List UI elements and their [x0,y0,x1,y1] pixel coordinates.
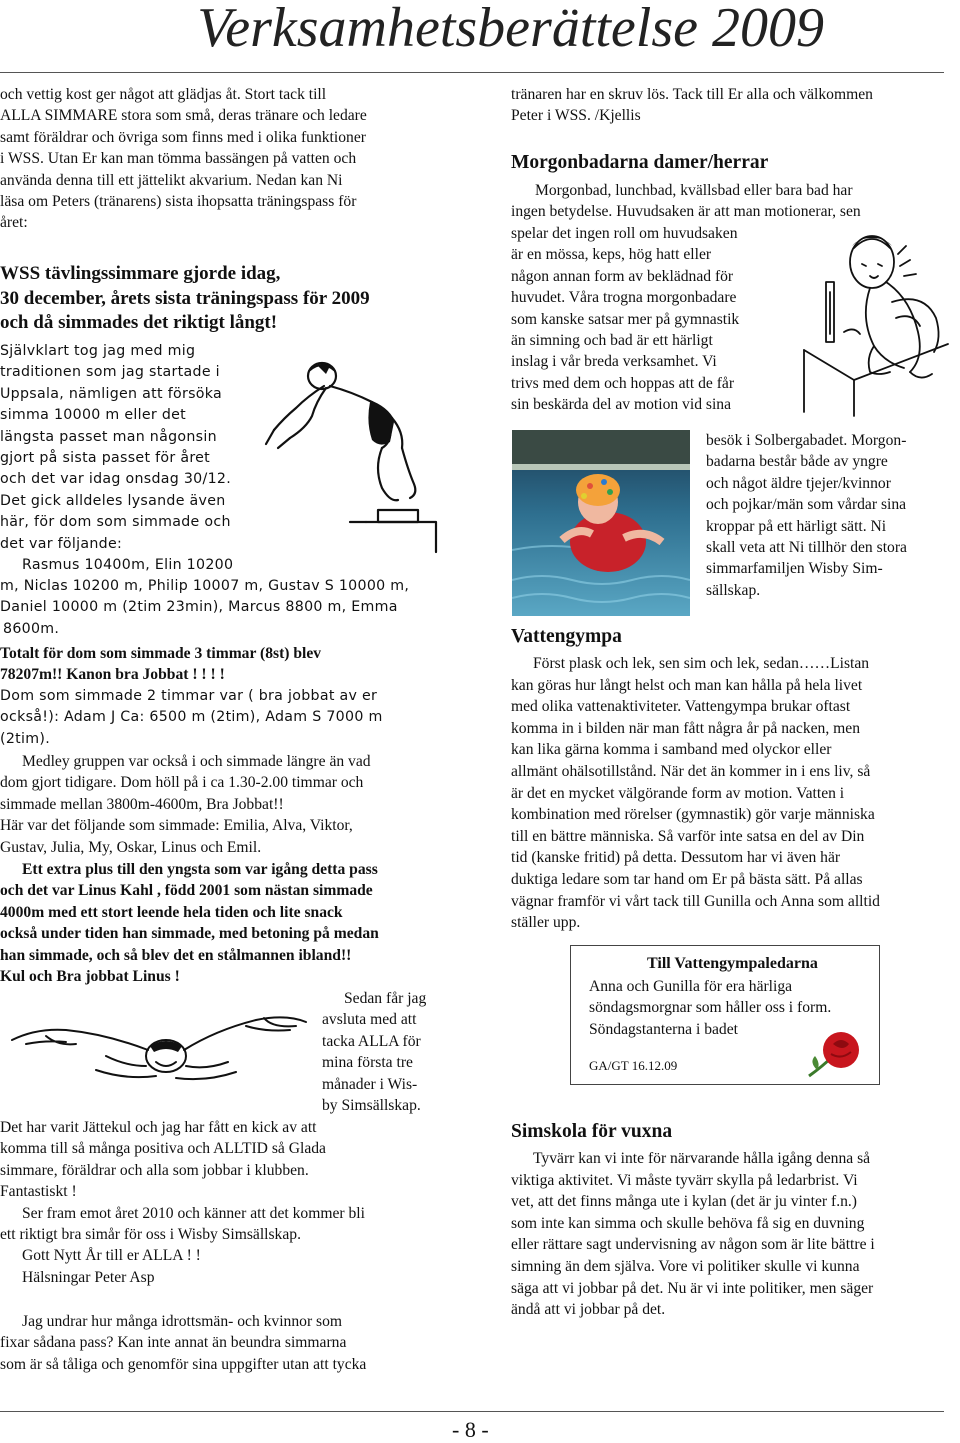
text-line: som är så tåliga och genomför sina uppgifter utan att tycka [0,1355,367,1373]
right-top-paragraph [511,84,957,127]
text-line: vägnar framför vi vårt tack till Gunilla och Anna som alltid [511,892,880,910]
text-line: ändå att vi jobbar på det. [511,1301,666,1319]
greeting-box-title: Till Vattengympaledarna [647,955,818,972]
footer-rule [0,1411,944,1412]
text-line: samt föräldrar och övriga som finns med i olika funktioner [0,128,366,146]
text-line: Här var det följande som simmade: Emilia, Alva, Viktor, [0,817,353,835]
text-line: simmarfamiljen Wisby Sim- [706,560,883,578]
text-line: Rasmus 10400m, Elin 10200 [22,557,234,573]
vatten-heading: Vattengympa [511,626,622,647]
text-line: avsluta med att [322,1011,417,1029]
text-line: gjort på sista passet för året [0,450,211,467]
text-line: trivs med dem och hoppas att de får [511,374,735,392]
text-line: också under tiden han simmade, med betoning på medan [0,925,379,943]
text-line: badarna består både av yngre [706,453,888,471]
text-line: kan göras hur långt helst och man kan hålla på hela livet [511,676,863,694]
text-line: ställer upp. [511,914,581,932]
text-line: någon annan form av beklädnad för [511,267,734,285]
text-line: simmade mellan 3800m-4600m, Bra Jobbat!! [0,795,284,813]
text-line: skall veta att Ni tillhör den stora [706,539,907,557]
text-line: Hälsningar Peter Asp [22,1268,155,1286]
text-line: Uppsala, nämligen att försöka [0,385,223,402]
text-line: Söndagstanterna i badet [589,1020,738,1038]
text-line: Dom som simmade 2 timmar var ( bra jobbat av er [0,688,378,704]
text-line: söndagsmorgnar som håller oss i form. [589,999,832,1017]
text-line: och pojkar/män som vårdar sina [706,496,907,514]
text-line: och det var Linus Kahl , född 2001 som nästan simmade [0,882,373,900]
text-line: året: [0,214,28,232]
text-line: här, för dom som simmade och [0,514,231,531]
morgon-paragraph-full [511,180,957,223]
text-line: huvudet. Våra trogna morgonbadare [511,289,737,307]
text-line: Totalt för dom som simmade 3 timmar (8st) blev [0,645,322,662]
text-line: Ett extra plus till den yngsta som var igång detta pass [22,861,378,878]
text-line: (2tim). [0,730,51,747]
text-line: simmare, föräldrar och alla som jobbar i klubben. [0,1161,309,1179]
text-line: Kul och Bra jobbat Linus ! [0,968,180,986]
morgon-paragraph-side [706,430,956,601]
text-line: Anna och Gunilla för era härliga [589,978,793,995]
report-headline [0,262,450,336]
text-line: fixar sådana pass? Kan inte annat än beundra simmarna [0,1334,347,1352]
simskola-heading: Simskola för vuxna [511,1121,673,1142]
text-line: Tyvärr kan vi inte för närvarande hålla igång denna så [533,1150,871,1167]
text-line: Det har varit Jättekul och jag har fått en kick av att [0,1119,317,1136]
text-line: komma till så många positiva och ALLTID så Glada [0,1140,326,1158]
text-line: längsta passet man någonsin [0,428,217,445]
text-line: spelar det ingen roll om huvudsaken [511,225,738,242]
text-line: i WSS. Utan Er kan man tömma bassängen på vatten och [0,150,357,168]
text-line: tränaren har en skruv lös. Tack till Er alla och välkommen [511,86,873,103]
diver-illustration [262,352,450,556]
text-line: inslag i vår breda verksamhet. Vi [511,353,717,371]
text-line: är en mössa, keps, hög hatt eller [511,246,712,264]
rose-icon [803,1026,867,1082]
text-line: ett riktigt bra simår för oss i Wisby Simsällskap. [0,1226,301,1244]
text-line: som inte kan simma och skulle behöva få sig en duvning [511,1214,865,1232]
text-line: med olika vattenaktiviteter. Vattengympa brukar oftast [511,698,851,716]
text-line: allmänt ohälsotillstånd. När det än kommer in i ens liv, så [511,762,871,780]
vatten-paragraph [511,653,957,934]
text-line: tid (kanske fritid) på detta. Dessutom har vi även här [511,849,841,867]
intro-paragraph [0,84,446,234]
page-number: - 8 - [452,1417,489,1442]
text-line: Först plask och lek, sen sim och lek, sedan……Listan [533,655,870,672]
text-line: Peter i WSS. /Kjellis [511,107,641,125]
text-line: dom gjort tidigare. Dom höll på i ca 1.30-2.00 timmar och [0,774,364,792]
text-line: traditionen som jag startade i [0,364,220,381]
text-line: ALLA SIMMARE stora som små, deras tränare och ledare [0,107,367,125]
tradition-paragraph [0,341,242,555]
extra-paragraph [0,859,446,987]
text-line: han simmade, och så blev det en stålmannen ibland!! [0,946,352,964]
text-line: 78207m!! Kanon bra Jobbat ! ! ! ! [0,666,225,684]
simskola-paragraph [511,1148,957,1321]
text-line: säga att vi jobbar på det. Nu är vi inte politiker, men säger [511,1279,874,1297]
text-line: och något äldre tjejer/kvinnor [706,474,891,492]
headline-line: WSS tävlingssimmare gjorde idag, [0,263,281,284]
text-line: ingen betydelse. Huvudsaken är att man motionerar, sen [511,203,861,221]
text-line: Medley gruppen var också i och simmade längre än vad [22,753,371,770]
results-line-indented [22,555,442,576]
total-paragraph [0,643,446,686]
text-line: m, Niclas 10200 m, Philip 10007 m, Gustav S 10000 m, [0,578,410,594]
sedan-paragraph [322,988,446,1116]
text-line: det var följande: [0,535,123,552]
text-line: kombination med rörelser (gymnastik) gör varje människa [511,806,875,824]
text-line: Gott Nytt År till er ALLA ! ! [22,1247,201,1265]
results-paragraph [0,576,446,640]
text-line: komma in i bilden när man fått några år på nacken, men [511,719,860,737]
text-line: Sedan får jag [344,990,427,1007]
greeting-box [570,945,880,1085]
text-line: använda denna till ett jättelikt akvarium. Nedan kan Ni [0,171,343,189]
page-title: Verksamhetsberättelse 2009 [197,0,824,59]
text-line: Självklart tog jag med mig [0,343,196,359]
morgon-heading: Morgonbadarna damer/herrar [511,152,769,173]
text-line: och det var idag onsdag 30/12. [0,471,232,488]
text-line: läsa om Peters (tränarens) sista ihopsatta träningspass för [0,193,357,211]
text-line: 4000m med ett stort leende hela tiden och lite snack [0,903,343,921]
text-line: Gustav, Julia, My, Oskar, Linus och Emil. [0,838,262,856]
text-line: än simning och bad är ett härligt [511,332,713,350]
text-line: by Simsällskap. [322,1097,421,1115]
text-line: tacka ALLA för [322,1032,421,1050]
text-line: månader i Wis- [322,1075,418,1093]
text-line: Det gick alldeles lysande även [0,492,226,509]
final-paragraph [0,1311,446,1375]
text-line: 8600m. [3,620,60,637]
text-line: Daniel 10000 m (2tim 23min), Marcus 8800 m, Emma [0,599,398,616]
text-line: simma 10000 m eller det [0,407,187,424]
text-line: simning än dem själva. Vore vi politiker skulle vi kunna [511,1257,860,1275]
text-line: Fantastiskt ! [0,1183,77,1201]
text-line: vet, att det finns många ute i kylan (det är ju vinter f.n.) [511,1193,857,1211]
headline-line: 30 december, årets sista träningspass för 2009 [0,287,370,309]
text-line: som kanske satsar mer på gymnastik [511,310,740,328]
text-line: besök i Solbergabadet. Morgon- [706,432,907,449]
text-line: mina första tre [322,1054,413,1072]
text-line: också!): Adam J Ca: 6500 m (2tim), Adam S 7000 m [0,709,383,726]
text-line: Ser fram emot året 2010 och känner att det kommer bli [22,1204,365,1222]
header-rule [0,72,944,73]
text-line: är det en mycket välgörande form av motion. Vatten i [511,784,845,802]
text-line: viktiga aktivitet. Vi måste tyvärr skylla på ledarbrist. Vi [511,1171,858,1189]
text-line: Morgonbad, lunchbad, kvällsbad eller bara bad har [535,182,853,199]
greeting-box-signature: GA/GT 16.12.09 [589,1058,678,1073]
morgon-paragraph-narrow [511,223,791,416]
text-line: sällskap. [706,581,761,599]
text-line: till en bättre människa. Så varför inte satsa en del av Din [511,827,865,845]
headline-line: och då simmades det riktigt långt! [0,312,278,333]
swimmer-illustration [6,1000,312,1086]
text-line: kroppar på ett härligt sätt. Ni [706,517,887,535]
medley-paragraph [0,751,446,858]
page-header [0,0,960,70]
text-line: sin beskärda del av motion vid sina [511,396,732,414]
closing-paragraph [0,1117,446,1288]
text-line: och vettig kost ger något att glädjas åt. Stort tack till [0,86,327,103]
pool-photo [512,430,690,616]
text-line: Jag undrar hur många idrottsmän- och kvinnor som [22,1313,343,1330]
two-hours-paragraph [0,686,446,750]
bather-cartoon-illustration [800,222,950,418]
text-line: eller rättare sagt undervisning av någon som är lite bättre i [511,1236,875,1254]
text-line: kan lika gärna komma i samband med olyckor eller [511,741,832,759]
text-line: duktiga ledare som tar hand om Er på bästa sätt. På allas [511,870,863,888]
